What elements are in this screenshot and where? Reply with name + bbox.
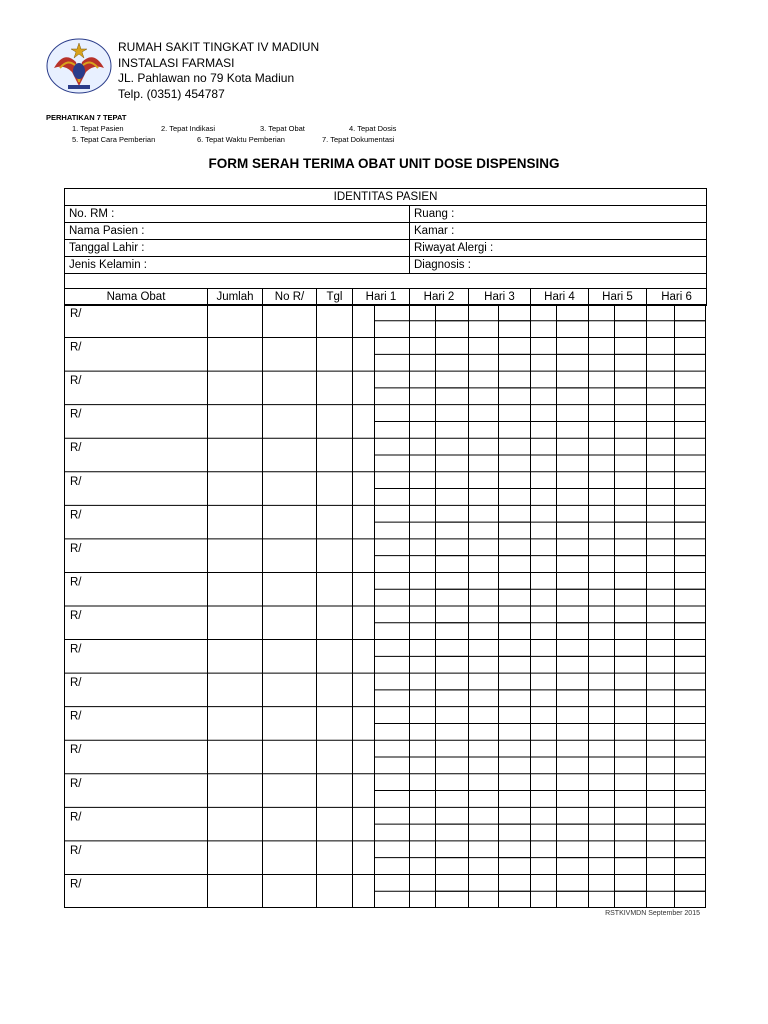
row-label-r: R/	[70, 375, 82, 388]
row-label-r: R/	[70, 777, 82, 790]
hospital-phone: Telp. (0351) 454787	[118, 86, 225, 101]
row-label-r: R/	[70, 844, 82, 857]
field-no-rm[interactable]: No. RM :	[65, 206, 410, 223]
col-hari-3: Hari 3	[469, 289, 531, 306]
obat-grid	[64, 304, 706, 908]
tepat-item-1: 1. Tepat Pasien	[72, 124, 124, 133]
col-hari-4: Hari 4	[531, 289, 589, 306]
col-hari-2: Hari 2	[410, 289, 469, 306]
row-label-r: R/	[70, 308, 82, 320]
col-hari-5: Hari 5	[589, 289, 647, 306]
hospital-name: RUMAH SAKIT TINGKAT IV MADIUN	[118, 40, 320, 54]
row-label-r: R/	[70, 610, 82, 622]
hospital-unit: INSTALASI FARMASI	[118, 55, 235, 70]
row-label-r: R/	[70, 576, 82, 589]
field-diagnosis[interactable]: Diagnosis :	[410, 257, 707, 274]
hospital-address: JL. Pahlawan no 79 Kota Madiun	[118, 71, 295, 85]
hospital-info	[118, 40, 319, 102]
perhatian-title: PERHATIKAN 7 TEPAT	[46, 113, 127, 122]
field-ruang[interactable]: Ruang :	[410, 206, 707, 223]
row-label-r: R/	[70, 878, 82, 891]
identitas-table	[64, 188, 707, 306]
form-footer: RSTKIVMDN September 2015	[605, 910, 700, 917]
hospital-logo	[46, 38, 112, 94]
row-label-r: R/	[70, 677, 82, 690]
field-nama-pasien[interactable]: Nama Pasien :	[65, 223, 410, 240]
blank-row	[65, 274, 707, 289]
row-label-r: R/	[70, 408, 82, 421]
row-label-r: R/	[70, 475, 82, 488]
row-label-r: R/	[70, 710, 82, 723]
col-nama-obat: Nama Obat	[65, 289, 208, 306]
row-label-r: R/	[70, 542, 82, 555]
tepat-item-4: 4. Tepat Dosis	[349, 124, 397, 133]
field-kamar[interactable]: Kamar :	[410, 223, 707, 240]
tepat-item-6: 6. Tepat Waktu Pemberian	[197, 135, 285, 144]
row-label-r: R/	[70, 509, 82, 522]
col-no-r: No R/	[263, 289, 317, 306]
field-riwayat-alergi[interactable]: Riwayat Alergi :	[410, 240, 707, 257]
tepat-item-3: 3. Tepat Obat	[260, 124, 305, 133]
form-title: FORM SERAH TERIMA OBAT UNIT DOSE DISPENSING	[208, 156, 560, 171]
col-hari-6: Hari 6	[647, 289, 707, 306]
field-jenis-kelamin[interactable]: Jenis Kelamin :	[65, 257, 410, 274]
field-tanggal-lahir[interactable]: Tanggal Lahir :	[65, 240, 410, 257]
col-tgl: Tgl	[317, 289, 353, 306]
row-label-r: R/	[70, 643, 82, 656]
col-hari-1: Hari 1	[353, 289, 410, 306]
tepat-item-5: 5. Tepat Cara Pemberian	[72, 135, 156, 144]
row-label-r: R/	[70, 811, 82, 824]
identitas-heading: IDENTITAS PASIEN	[65, 189, 707, 206]
row-label-r: R/	[70, 442, 82, 455]
tepat-item-7: 7. Tepat Dokumentasi	[322, 135, 395, 144]
tepat-item-2: 2. Tepat Indikasi	[161, 124, 216, 133]
row-label-r: R/	[70, 341, 82, 354]
row-label-r: R/	[70, 744, 82, 757]
col-jumlah: Jumlah	[208, 289, 263, 306]
